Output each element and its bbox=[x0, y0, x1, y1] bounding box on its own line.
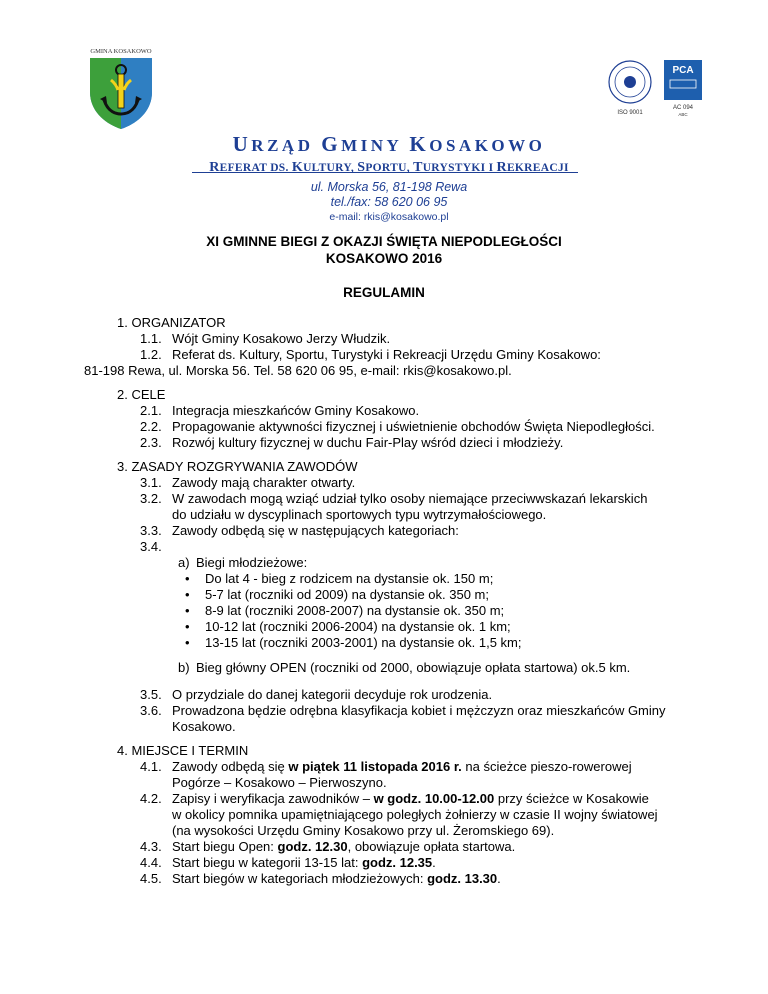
text-run: przy ścieżce w Kosakowie bbox=[494, 791, 649, 806]
item-number: 4.3. bbox=[140, 839, 162, 854]
dept-part: EFERAT DS. bbox=[219, 162, 292, 174]
time-highlight: w godz. 10.00-12.00 bbox=[373, 791, 495, 806]
dept-part: S bbox=[357, 160, 366, 175]
section-3-heading: 3. ZASADY ROZGRYWANIA ZAWODÓW bbox=[117, 459, 358, 474]
dept-part: T bbox=[413, 160, 423, 175]
dept-part: EKREACJI bbox=[506, 162, 569, 174]
item-text-continued: 81-198 Rewa, ul. Morska 56. Tel. 58 620 06 95, e-mail: rkis@kosakowo.pl. bbox=[84, 363, 512, 378]
text-run: Start biegu Open: bbox=[172, 839, 278, 854]
item-number: 2.1. bbox=[140, 403, 162, 418]
document-subtitle: REGULAMIN bbox=[343, 285, 425, 300]
org-name-part: G bbox=[321, 132, 342, 156]
item-text bbox=[172, 855, 436, 871]
dept-part: K bbox=[291, 160, 304, 175]
item-text: Propagowanie aktywności fizycznej i uświetnienie obchodów Święta Niepodległości. bbox=[172, 419, 655, 434]
contact-block bbox=[190, 180, 588, 224]
item-text-continued: do udziału w dyscyplinach sportowych typu wytrzymałościowego. bbox=[172, 507, 547, 522]
item-text: Referat ds. Kultury, Sportu, Turystyki i Rekreacji Urzędu Gminy Kosakowo: bbox=[172, 347, 601, 362]
section-2-heading: 2. CELE bbox=[117, 387, 166, 402]
org-name-part: MINY bbox=[341, 136, 410, 155]
item-number: 4.2. bbox=[140, 791, 162, 806]
item-text: O przydziale do danej kategorii decyduje rok urodzenia. bbox=[172, 687, 493, 702]
pca-logo-text: PCA bbox=[672, 65, 694, 76]
bullet-icon: • bbox=[185, 635, 190, 650]
org-name-part: K bbox=[409, 132, 430, 156]
time-highlight: godz. 12.35 bbox=[362, 855, 433, 870]
item-number: 3.1. bbox=[140, 475, 162, 490]
header-divider bbox=[192, 172, 578, 173]
item-text-continued: w okolicy pomnika upamiętniającego poległych żołnierzy w czasie II wojny światowej bbox=[172, 807, 658, 822]
org-name bbox=[190, 132, 588, 157]
department-name bbox=[190, 160, 588, 176]
org-name-part: OSAKOWO bbox=[429, 136, 546, 155]
certification-logos bbox=[606, 52, 712, 122]
item-text-continued: Kosakowo. bbox=[172, 719, 236, 734]
text-run: Zapisy i weryfikacja zawodników – bbox=[172, 791, 374, 806]
item-text bbox=[172, 839, 515, 855]
item-number: 3.5. bbox=[140, 687, 162, 702]
sub-text: Biegi młodzieżowe: bbox=[196, 555, 308, 570]
sub-label: b) bbox=[178, 660, 190, 675]
dept-part: R bbox=[209, 160, 220, 175]
text-run: , obowiązuje opłata startowa. bbox=[347, 839, 516, 854]
dept-part: PORTU, bbox=[365, 162, 414, 174]
item-number: 3.3. bbox=[140, 523, 162, 538]
bullet-icon: • bbox=[185, 587, 190, 602]
item-number: 3.4. bbox=[140, 539, 162, 554]
bullet-item: 10-12 lat (roczniki 2006-2004) na dystansie ok. 1 km; bbox=[205, 619, 511, 634]
dept-part: URYSTYKI I bbox=[422, 162, 497, 174]
item-number: 3.2. bbox=[140, 491, 162, 506]
item-text bbox=[172, 759, 632, 775]
pca-cert-label: AC 094 bbox=[672, 105, 694, 111]
document-title bbox=[0, 233, 768, 267]
title-line-2: KOSAKOWO 2016 bbox=[325, 251, 443, 266]
crest-label: GMINA KOSAKOWO bbox=[90, 48, 152, 55]
item-text: Integracja mieszkańców Gminy Kosakowo. bbox=[172, 403, 420, 418]
bullet-item: Do lat 4 - bieg z rodzicem na dystansie ok. 150 m; bbox=[205, 571, 494, 586]
item-number: 4.1. bbox=[140, 759, 162, 774]
text-run: Zawody odbędą się bbox=[172, 759, 289, 774]
letterhead bbox=[190, 132, 588, 176]
item-text: Rozwój kultury fizycznej w duchu Fair-Play wśród dzieci i młodzieży. bbox=[172, 435, 564, 450]
bullet-item: 13-15 lat (roczniki 2003-2001) na dystansie ok. 1,5 km; bbox=[205, 635, 522, 650]
item-text: W zawodach mogą wziąć udział tylko osoby niemające przeciwwskazań lekarskich bbox=[172, 491, 648, 506]
phone: tel./fax: 58 620 06 95 bbox=[330, 195, 448, 209]
bullet-icon: • bbox=[185, 603, 190, 618]
item-text-continued: Pogórze – Kosakowo – Pierwoszyno. bbox=[172, 775, 387, 790]
text-run: . bbox=[497, 871, 501, 886]
item-number: 2.2. bbox=[140, 419, 162, 434]
bullet-item: 5-7 lat (roczniki od 2009) na dystansie ok. 350 m; bbox=[205, 587, 489, 602]
bullet-icon: • bbox=[185, 619, 190, 634]
bullet-item: 8-9 lat (roczniki 2008-2007) na dystansie ok. 350 m; bbox=[205, 603, 505, 618]
item-number: 3.6. bbox=[140, 703, 162, 718]
dept-part: R bbox=[496, 160, 507, 175]
section-4-heading: 4. MIEJSCE I TERMIN bbox=[117, 743, 249, 758]
item-text bbox=[172, 791, 649, 807]
gmina-crest-logo bbox=[86, 44, 156, 130]
item-text: Zawody mają charakter otwarty. bbox=[172, 475, 356, 490]
item-text bbox=[172, 871, 501, 887]
bullet-icon: • bbox=[185, 571, 190, 586]
item-number: 2.3. bbox=[140, 435, 162, 450]
sub-text: Bieg główny OPEN (roczniki od 2000, obowiązuje opłata startowa) ok.5 km. bbox=[196, 660, 631, 675]
item-text: Zawody odbędą się w następujących kategoriach: bbox=[172, 523, 459, 538]
item-number: 4.4. bbox=[140, 855, 162, 870]
address: ul. Morska 56, 81-198 Rewa bbox=[310, 180, 468, 194]
text-run: . bbox=[432, 855, 436, 870]
iso-cert-label: ISO 9001 bbox=[617, 110, 643, 116]
text-run: Start biegów w kategoriach młodzieżowych: bbox=[172, 871, 428, 886]
title-line-1: XI GMINNE BIEGI Z OKAZJI ŚWIĘTA NIEPODLEGŁOŚCI bbox=[206, 234, 562, 249]
dept-part: ULTURY, bbox=[303, 162, 358, 174]
text-run: na ścieżce pieszo-rowerowej bbox=[461, 759, 632, 774]
time-highlight: godz. 13.30 bbox=[427, 871, 498, 886]
email: e-mail: rkis@kosakowo.pl bbox=[329, 211, 449, 223]
org-name-part: RZĄD bbox=[251, 136, 322, 155]
time-highlight: godz. 12.30 bbox=[277, 839, 348, 854]
org-name-part: U bbox=[232, 132, 252, 156]
item-number: 1.2. bbox=[140, 347, 162, 362]
text-run: Start biegu w kategorii 13-15 lat: bbox=[172, 855, 363, 870]
pca-cert-sub: ABC bbox=[678, 112, 688, 117]
section-1-heading: 1. ORGANIZATOR bbox=[117, 315, 226, 330]
item-text: Prowadzona będzie odrębna klasyfikacja kobiet i mężczyzn oraz mieszkańców Gminy bbox=[172, 703, 666, 718]
sub-label: a) bbox=[178, 555, 190, 570]
date-highlight: w piątek 11 listopada 2016 r. bbox=[288, 759, 462, 774]
item-text: Wójt Gminy Kosakowo Jerzy Włudzik. bbox=[172, 331, 391, 346]
item-number: 1.1. bbox=[140, 331, 162, 346]
item-number: 4.5. bbox=[140, 871, 162, 886]
item-text-continued: (na wysokości Urzędu Gminy Kosakowo przy ul. Żeromskiego 69). bbox=[172, 823, 555, 838]
